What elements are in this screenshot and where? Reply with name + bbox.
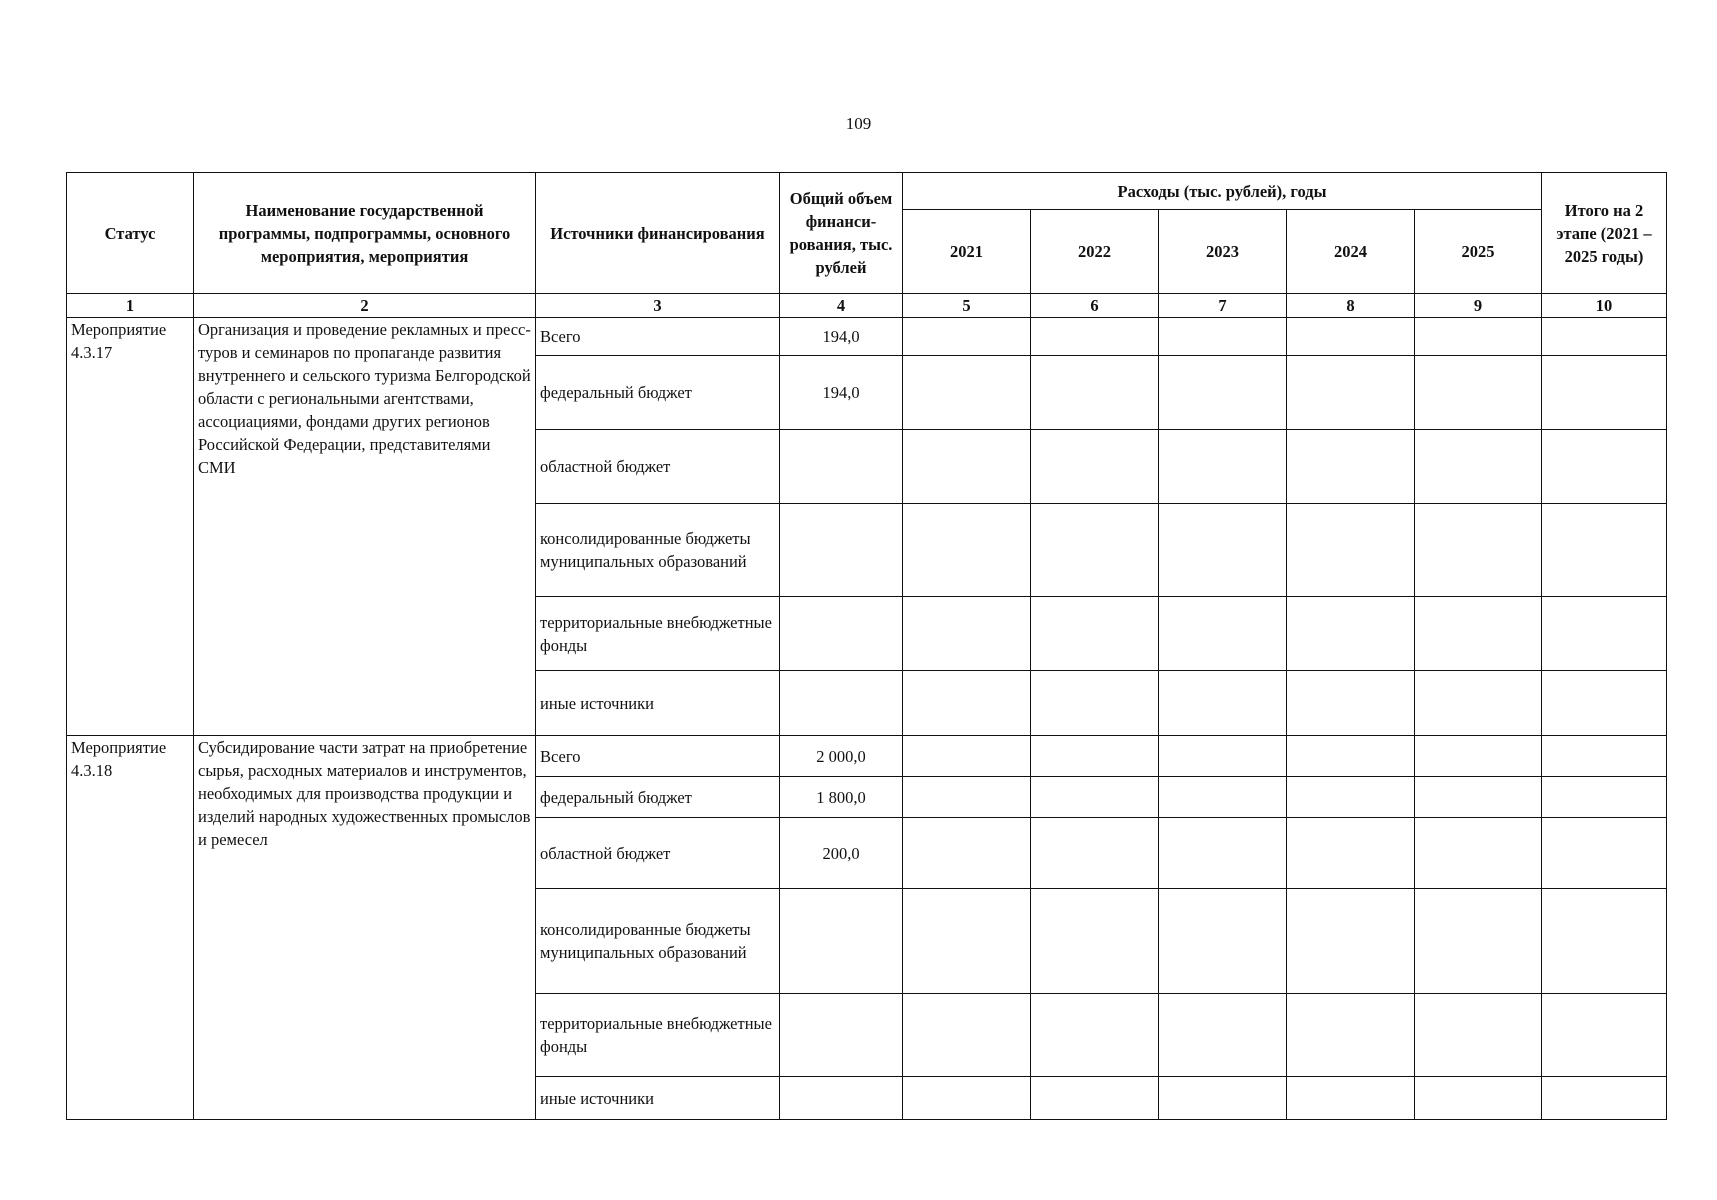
year-value-cell bbox=[903, 994, 1031, 1077]
year-value-cell bbox=[1031, 671, 1159, 736]
source-label: федеральный бюджет bbox=[536, 356, 780, 430]
measure-status: Мероприятие 4.3.18 bbox=[67, 736, 194, 1120]
year-value-cell bbox=[1287, 430, 1415, 504]
year-value-cell bbox=[1415, 671, 1542, 736]
year-value-cell bbox=[1287, 318, 1415, 356]
total-value: 1 800,0 bbox=[780, 777, 903, 818]
column-number: 4 bbox=[780, 294, 903, 318]
source-label: Всего bbox=[536, 736, 780, 777]
year-value-cell bbox=[1542, 1077, 1667, 1120]
column-number: 10 bbox=[1542, 294, 1667, 318]
source-label: иные источники bbox=[536, 1077, 780, 1120]
column-number: 1 bbox=[67, 294, 194, 318]
year-value-cell bbox=[1415, 504, 1542, 597]
source-label: территориальные внебюджетные фонды bbox=[536, 994, 780, 1077]
header-stage-total: Итого на 2 этапе (2021 – 2025 годы) bbox=[1542, 173, 1667, 294]
year-value-cell bbox=[1159, 994, 1287, 1077]
year-value-cell bbox=[903, 1077, 1031, 1120]
column-number-row bbox=[67, 294, 1667, 318]
year-value-cell bbox=[1159, 318, 1287, 356]
header-name: Наименование государственной программы, подпрограммы, основного мероприятия, мероприятия bbox=[194, 173, 536, 294]
measure-4-3-17 bbox=[67, 318, 1667, 736]
year-value-cell bbox=[903, 356, 1031, 430]
year-value-cell bbox=[903, 430, 1031, 504]
year-value-cell bbox=[1415, 1077, 1542, 1120]
year-value-cell bbox=[1159, 430, 1287, 504]
year-value-cell bbox=[1542, 889, 1667, 994]
measure-4-3-18 bbox=[67, 736, 1667, 1120]
year-value-cell bbox=[1287, 994, 1415, 1077]
source-label: областной бюджет bbox=[536, 430, 780, 504]
year-value-cell bbox=[1415, 597, 1542, 671]
year-value-cell bbox=[1031, 994, 1159, 1077]
year-value-cell bbox=[1159, 777, 1287, 818]
total-value: 194,0 bbox=[780, 318, 903, 356]
year-value-cell bbox=[1287, 504, 1415, 597]
year-value-cell bbox=[1031, 597, 1159, 671]
measure-status: Мероприятие 4.3.17 bbox=[67, 318, 194, 736]
year-value-cell bbox=[1415, 430, 1542, 504]
source-label: консолидированные бюджеты муниципальных образований bbox=[536, 504, 780, 597]
header-expenses: Расходы (тыс. рублей), годы bbox=[903, 173, 1542, 210]
header-status: Статус bbox=[67, 173, 194, 294]
year-value-cell bbox=[1031, 504, 1159, 597]
year-value-cell bbox=[1415, 889, 1542, 994]
year-value-cell bbox=[1287, 1077, 1415, 1120]
header-year: 2023 bbox=[1159, 210, 1287, 294]
measure-name: Субсидирование части затрат на приобретение сырья, расходных материалов и инструментов, необходимых для производства продукции и изделий народных художественных промыслов и ремесел bbox=[194, 736, 536, 1120]
source-label: территориальные внебюджетные фонды bbox=[536, 597, 780, 671]
measure-name: Организация и проведение рекламных и пресс-туров и семинаров по пропаганде развития внутреннего и сельского туризма Белгородской области с региональными агентствами, ассоциациями, фондами других регионов Российской Федерации, представителями СМИ bbox=[194, 318, 536, 736]
year-value-cell bbox=[903, 671, 1031, 736]
year-value-cell bbox=[1415, 736, 1542, 777]
column-number: 8 bbox=[1287, 294, 1415, 318]
year-value-cell bbox=[1542, 356, 1667, 430]
year-value-cell bbox=[903, 889, 1031, 994]
year-value-cell bbox=[903, 777, 1031, 818]
year-value-cell bbox=[1159, 736, 1287, 777]
year-value-cell bbox=[1031, 777, 1159, 818]
year-value-cell bbox=[903, 736, 1031, 777]
year-value-cell bbox=[1159, 504, 1287, 597]
total-value bbox=[780, 430, 903, 504]
year-value-cell bbox=[1415, 818, 1542, 889]
column-number: 7 bbox=[1159, 294, 1287, 318]
table-row bbox=[67, 318, 1667, 356]
source-label: консолидированные бюджеты муниципальных образований bbox=[536, 889, 780, 994]
total-value: 200,0 bbox=[780, 818, 903, 889]
total-value bbox=[780, 1077, 903, 1120]
column-number: 5 bbox=[903, 294, 1031, 318]
total-value: 2 000,0 bbox=[780, 736, 903, 777]
year-value-cell bbox=[903, 318, 1031, 356]
year-value-cell bbox=[1287, 818, 1415, 889]
year-value-cell bbox=[1542, 318, 1667, 356]
year-value-cell bbox=[1031, 318, 1159, 356]
year-value-cell bbox=[1542, 671, 1667, 736]
year-value-cell bbox=[1415, 777, 1542, 818]
year-value-cell bbox=[1031, 1077, 1159, 1120]
year-value-cell bbox=[1287, 736, 1415, 777]
year-value-cell bbox=[903, 504, 1031, 597]
year-value-cell bbox=[1287, 597, 1415, 671]
year-value-cell bbox=[1287, 777, 1415, 818]
year-value-cell bbox=[1542, 736, 1667, 777]
header-year: 2025 bbox=[1415, 210, 1542, 294]
total-value bbox=[780, 504, 903, 597]
year-value-cell bbox=[1542, 777, 1667, 818]
year-value-cell bbox=[1159, 818, 1287, 889]
header-sources: Источники финансирования bbox=[536, 173, 780, 294]
source-label: иные источники bbox=[536, 671, 780, 736]
total-value bbox=[780, 597, 903, 671]
total-value: 194,0 bbox=[780, 356, 903, 430]
source-label: Всего bbox=[536, 318, 780, 356]
year-value-cell bbox=[1159, 671, 1287, 736]
total-value bbox=[780, 994, 903, 1077]
header-total-volume: Общий объем финанси- рования, тыс. рублей bbox=[780, 173, 903, 294]
year-value-cell bbox=[1415, 318, 1542, 356]
year-value-cell bbox=[1159, 597, 1287, 671]
year-value-cell bbox=[1542, 994, 1667, 1077]
year-value-cell bbox=[1031, 356, 1159, 430]
year-value-cell bbox=[1542, 818, 1667, 889]
header-year: 2022 bbox=[1031, 210, 1159, 294]
column-number: 6 bbox=[1031, 294, 1159, 318]
year-value-cell bbox=[1542, 504, 1667, 597]
page-number: 109 bbox=[845, 114, 872, 133]
year-value-cell bbox=[1287, 889, 1415, 994]
year-value-cell bbox=[903, 818, 1031, 889]
year-value-cell bbox=[1542, 430, 1667, 504]
budget-table bbox=[66, 172, 1667, 1120]
year-value-cell bbox=[1031, 889, 1159, 994]
year-value-cell bbox=[1415, 356, 1542, 430]
year-value-cell bbox=[1031, 430, 1159, 504]
header-year: 2024 bbox=[1287, 210, 1415, 294]
column-number: 2 bbox=[194, 294, 536, 318]
source-label: федеральный бюджет bbox=[536, 777, 780, 818]
table-row bbox=[67, 736, 1667, 777]
year-value-cell bbox=[1031, 736, 1159, 777]
year-value-cell bbox=[1159, 889, 1287, 994]
total-value bbox=[780, 889, 903, 994]
column-number: 9 bbox=[1415, 294, 1542, 318]
year-value-cell bbox=[1415, 994, 1542, 1077]
year-value-cell bbox=[1287, 671, 1415, 736]
year-value-cell bbox=[1287, 356, 1415, 430]
year-value-cell bbox=[1159, 356, 1287, 430]
header-year: 2021 bbox=[903, 210, 1031, 294]
total-value bbox=[780, 671, 903, 736]
year-value-cell bbox=[1031, 818, 1159, 889]
source-label: областной бюджет bbox=[536, 818, 780, 889]
column-number: 3 bbox=[536, 294, 780, 318]
year-value-cell bbox=[903, 597, 1031, 671]
table-header bbox=[67, 173, 1667, 318]
year-value-cell bbox=[1159, 1077, 1287, 1120]
year-value-cell bbox=[1542, 597, 1667, 671]
